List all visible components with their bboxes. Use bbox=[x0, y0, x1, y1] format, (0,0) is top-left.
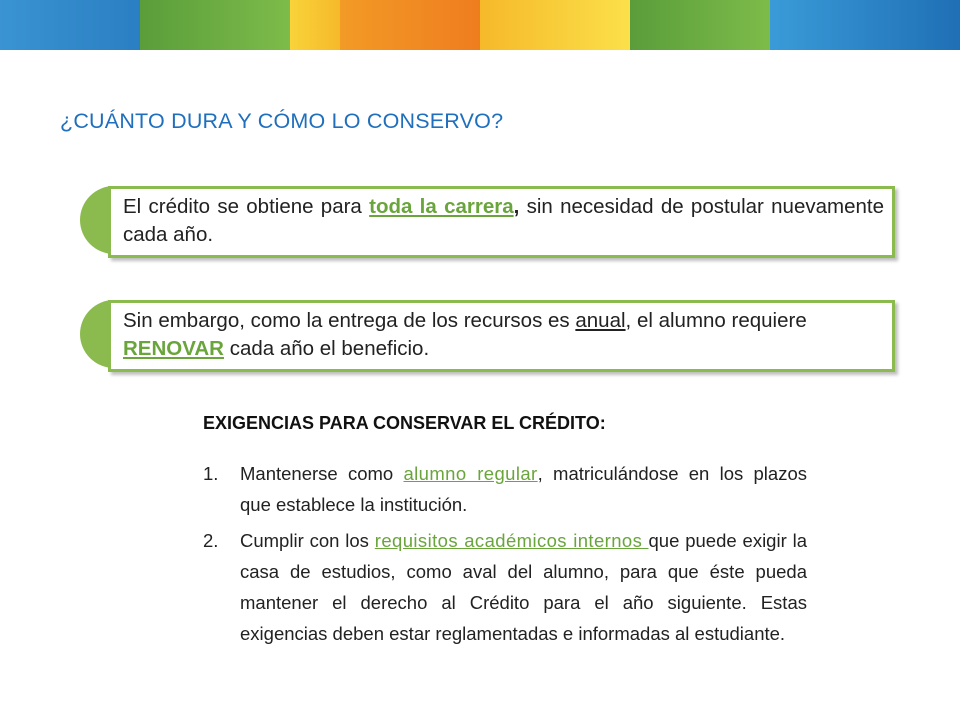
item-text-before: Mantenerse como bbox=[240, 463, 404, 484]
callout-credit-duration bbox=[80, 186, 884, 254]
callout-comma: , bbox=[513, 195, 520, 218]
banner-segment-green-right bbox=[630, 0, 770, 50]
callout-text: Sin embargo, como la entrega de los recursos es bbox=[123, 309, 576, 332]
banner-segment-blue-right bbox=[770, 0, 960, 50]
highlight-renew: RENOVAR bbox=[123, 337, 224, 360]
list-item-number: 1. bbox=[203, 463, 219, 484]
top-color-banner bbox=[0, 0, 960, 50]
banner-segment-orange bbox=[340, 0, 480, 50]
page-title: ¿CUÁNTO DURA Y CÓMO LO CONSERVO? bbox=[60, 109, 504, 133]
banner-segment-yellow-left bbox=[290, 0, 340, 50]
requirements-list bbox=[203, 458, 807, 649]
list-item bbox=[203, 458, 807, 520]
list-item bbox=[203, 525, 807, 649]
callout-text: El crédito se obtiene para bbox=[123, 195, 370, 218]
banner-segment-green-left bbox=[140, 0, 290, 50]
link-academic-requirements[interactable]: requisitos académicos internos bbox=[374, 530, 649, 551]
requirements-heading: EXIGENCIAS PARA CONSERVAR EL CRÉDITO: bbox=[203, 413, 606, 433]
callout-annual-renewal bbox=[80, 300, 876, 368]
underlined-annual: anual bbox=[575, 309, 626, 332]
link-regular-student[interactable]: alumno regular bbox=[403, 463, 538, 484]
item-text-after: que puede exigir la casa de estudios, como aval del alumno, para que éste pueda mantener el derecho al Crédito para el año siguiente. Estas exigencias deben estar reglamentadas e informadas al estudiante. bbox=[240, 530, 807, 644]
banner-segment-blue-left bbox=[0, 0, 140, 50]
list-item-text bbox=[240, 525, 807, 649]
callout-text-after: cada año el beneficio. bbox=[224, 337, 430, 360]
list-item-text bbox=[240, 458, 807, 520]
list-item-number: 2. bbox=[203, 530, 219, 551]
item-text-after: , matriculándose en los plazos que establece la institución. bbox=[240, 463, 807, 515]
callout-text-mid: , el alumno requiere bbox=[625, 309, 807, 332]
banner-segment-yellow-right bbox=[480, 0, 630, 50]
item-text-before: Cumplir con los bbox=[240, 530, 375, 551]
callout-text-after: sin necesidad de postular nuevamente cada año. bbox=[123, 195, 884, 246]
highlight-entire-career: toda la carrera bbox=[369, 195, 514, 218]
callout-text-box bbox=[108, 186, 895, 258]
callout-text-box bbox=[108, 300, 895, 372]
